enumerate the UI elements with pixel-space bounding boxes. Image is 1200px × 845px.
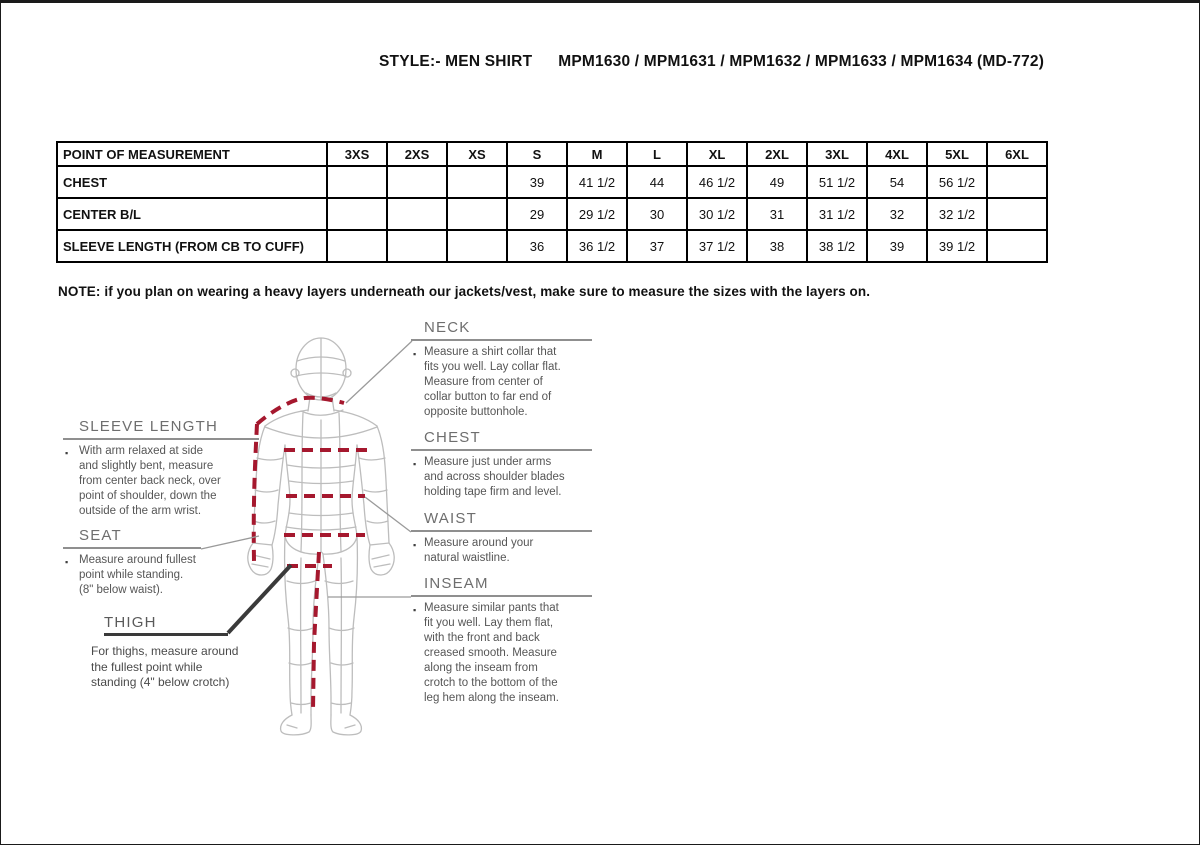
instruction-line: along the inseam from bbox=[424, 662, 538, 674]
thigh-instructions bbox=[91, 644, 263, 691]
size-column-header: S bbox=[507, 142, 567, 166]
measurement-value: 38 1/2 bbox=[807, 230, 867, 262]
inseam-instructions bbox=[411, 601, 592, 706]
measurement-value: 37 bbox=[627, 230, 687, 262]
measurement-value bbox=[387, 230, 447, 262]
bullet-square-icon: ▪ bbox=[65, 557, 69, 567]
instruction-line: Measure from center of bbox=[424, 376, 543, 388]
instruction-line: from center back neck, over bbox=[79, 475, 221, 487]
instruction-line: the fullest point while bbox=[91, 659, 203, 674]
chest-instructions bbox=[411, 455, 592, 500]
measurement-value bbox=[987, 166, 1047, 198]
instruction-line: Measure around your bbox=[424, 537, 534, 549]
instruction-line: fit you well. Lay them flat, bbox=[424, 617, 554, 629]
size-column-header: 3XS bbox=[327, 142, 387, 166]
table-row bbox=[57, 198, 1047, 230]
instruction-line: point while standing. bbox=[79, 569, 184, 581]
measurement-value bbox=[447, 166, 507, 198]
measurement-value: 32 1/2 bbox=[927, 198, 987, 230]
instruction-line: opposite buttonhole. bbox=[424, 406, 528, 418]
measurement-value bbox=[387, 166, 447, 198]
measurement-value: 30 1/2 bbox=[687, 198, 747, 230]
seat-heading: SEAT bbox=[63, 527, 201, 549]
instruction-line: standing (4" below crotch) bbox=[91, 675, 230, 689]
size-column-header: XS bbox=[447, 142, 507, 166]
measurement-value: 44 bbox=[627, 166, 687, 198]
neck-instructions bbox=[411, 345, 592, 420]
thigh-label-block bbox=[91, 614, 263, 691]
inseam-heading: INSEAM bbox=[411, 575, 592, 597]
measurement-value: 36 1/2 bbox=[567, 230, 627, 262]
measurement-value: 32 bbox=[867, 198, 927, 230]
measurement-value: 37 1/2 bbox=[687, 230, 747, 262]
size-column-header: 5XL bbox=[927, 142, 987, 166]
row-label: SLEEVE LENGTH (FROM CB TO CUFF) bbox=[57, 230, 327, 262]
seat-label-block bbox=[63, 527, 255, 598]
instruction-line: outside of the arm wrist. bbox=[79, 505, 202, 517]
measurement-value: 39 1/2 bbox=[927, 230, 987, 262]
inseam-label-block bbox=[411, 575, 592, 706]
inseam-measure-line bbox=[313, 552, 319, 710]
bullet-square-icon: ▪ bbox=[413, 605, 417, 615]
instruction-line: Measure similar pants that bbox=[424, 602, 559, 614]
waist-label-block bbox=[411, 510, 592, 566]
table-row bbox=[57, 166, 1047, 198]
measurement-value bbox=[447, 230, 507, 262]
measurement-value: 38 bbox=[747, 230, 807, 262]
measurement-value bbox=[387, 198, 447, 230]
measurement-value: 29 1/2 bbox=[567, 198, 627, 230]
instruction-line: Measure just under arms bbox=[424, 456, 552, 468]
measurement-value: 46 1/2 bbox=[687, 166, 747, 198]
sleeve-length-label-block bbox=[63, 418, 259, 519]
bullet-square-icon: ▪ bbox=[413, 459, 417, 469]
size-column-header: 2XL bbox=[747, 142, 807, 166]
measurement-value: 41 1/2 bbox=[567, 166, 627, 198]
style-codes: MPM1630 / MPM1631 / MPM1632 / MPM1633 / MPM1634 (MD-772) bbox=[558, 53, 1045, 70]
collar-measure-line bbox=[257, 398, 344, 424]
waist-heading: WAIST bbox=[411, 510, 592, 532]
size-column-header: XL bbox=[687, 142, 747, 166]
measurement-value bbox=[987, 198, 1047, 230]
instruction-line: Measure around fullest bbox=[79, 554, 196, 566]
bullet-square-icon: ▪ bbox=[413, 349, 417, 359]
instruction-line: and across shoulder blades bbox=[424, 471, 565, 483]
waist-connector bbox=[365, 497, 411, 532]
neck-heading: NECK bbox=[411, 319, 592, 341]
size-column-header: M bbox=[567, 142, 627, 166]
measurement-value bbox=[327, 230, 387, 262]
sleeve-length-instructions bbox=[63, 444, 259, 519]
note-text: NOTE: if you plan on wearing a heavy layers underneath our jackets/vest, make sure to measure the sizes with the layers on. bbox=[58, 284, 871, 299]
seat-instructions bbox=[63, 553, 255, 598]
measurement-value: 54 bbox=[867, 166, 927, 198]
style-label: STYLE:- MEN SHIRT bbox=[379, 53, 533, 70]
neck-connector bbox=[346, 341, 412, 403]
size-column-header: 4XL bbox=[867, 142, 927, 166]
measurement-value: 49 bbox=[747, 166, 807, 198]
measurement-value: 31 1/2 bbox=[807, 198, 867, 230]
instruction-line: fits you well. Lay collar flat. bbox=[424, 361, 561, 373]
instruction-line: point of shoulder, down the bbox=[79, 490, 217, 502]
row-label: CENTER B/L bbox=[57, 198, 327, 230]
thigh-heading: THIGH bbox=[104, 614, 228, 636]
chest-label-block bbox=[411, 429, 592, 500]
row-label: CHEST bbox=[57, 166, 327, 198]
sleeve-length-heading: SLEEVE LENGTH bbox=[63, 418, 259, 440]
instruction-line: creased smooth. Measure bbox=[424, 647, 557, 659]
bullet-square-icon: ▪ bbox=[413, 540, 417, 550]
waist-instructions bbox=[411, 536, 592, 566]
wireframe-body bbox=[248, 338, 394, 735]
size-column-header: L bbox=[627, 142, 687, 166]
instruction-line: leg hem along the inseam. bbox=[424, 692, 559, 704]
bullet-square-icon: ▪ bbox=[65, 448, 69, 458]
measurement-column-header: POINT OF MEASUREMENT bbox=[57, 142, 327, 166]
measurement-value: 56 1/2 bbox=[927, 166, 987, 198]
instruction-line: collar button to far end of bbox=[424, 391, 552, 403]
table-row bbox=[57, 230, 1047, 262]
size-column-header: 6XL bbox=[987, 142, 1047, 166]
instruction-line: With arm relaxed at side bbox=[79, 445, 203, 457]
size-column-header: 3XL bbox=[807, 142, 867, 166]
measurement-value bbox=[447, 198, 507, 230]
measurement-value bbox=[327, 166, 387, 198]
measurement-value: 30 bbox=[627, 198, 687, 230]
instruction-line: Measure a shirt collar that bbox=[424, 346, 557, 358]
page-title bbox=[379, 53, 1044, 71]
size-column-header: 2XS bbox=[387, 142, 447, 166]
measurement-value: 36 bbox=[507, 230, 567, 262]
measurement-table bbox=[56, 141, 1048, 263]
chest-heading: CHEST bbox=[411, 429, 592, 451]
instruction-line: and slightly bent, measure bbox=[79, 460, 214, 472]
measurement-value: 31 bbox=[747, 198, 807, 230]
measurement-value: 51 1/2 bbox=[807, 166, 867, 198]
measurement-value: 39 bbox=[867, 230, 927, 262]
neck-label-block bbox=[411, 319, 592, 420]
instruction-line: with the front and back bbox=[424, 632, 540, 644]
measurement-value: 39 bbox=[507, 166, 567, 198]
table-header-row bbox=[57, 142, 1047, 166]
instruction-line: natural waistline. bbox=[424, 552, 510, 564]
instruction-line: (8" below waist). bbox=[79, 584, 163, 596]
measurement-value bbox=[987, 230, 1047, 262]
measurement-value: 29 bbox=[507, 198, 567, 230]
instruction-line: crotch to the bottom of the bbox=[424, 677, 558, 689]
measurement-value bbox=[327, 198, 387, 230]
measure-lines bbox=[254, 398, 368, 710]
instruction-line: For thighs, measure around bbox=[91, 644, 239, 658]
instruction-line: holding tape firm and level. bbox=[424, 486, 562, 498]
